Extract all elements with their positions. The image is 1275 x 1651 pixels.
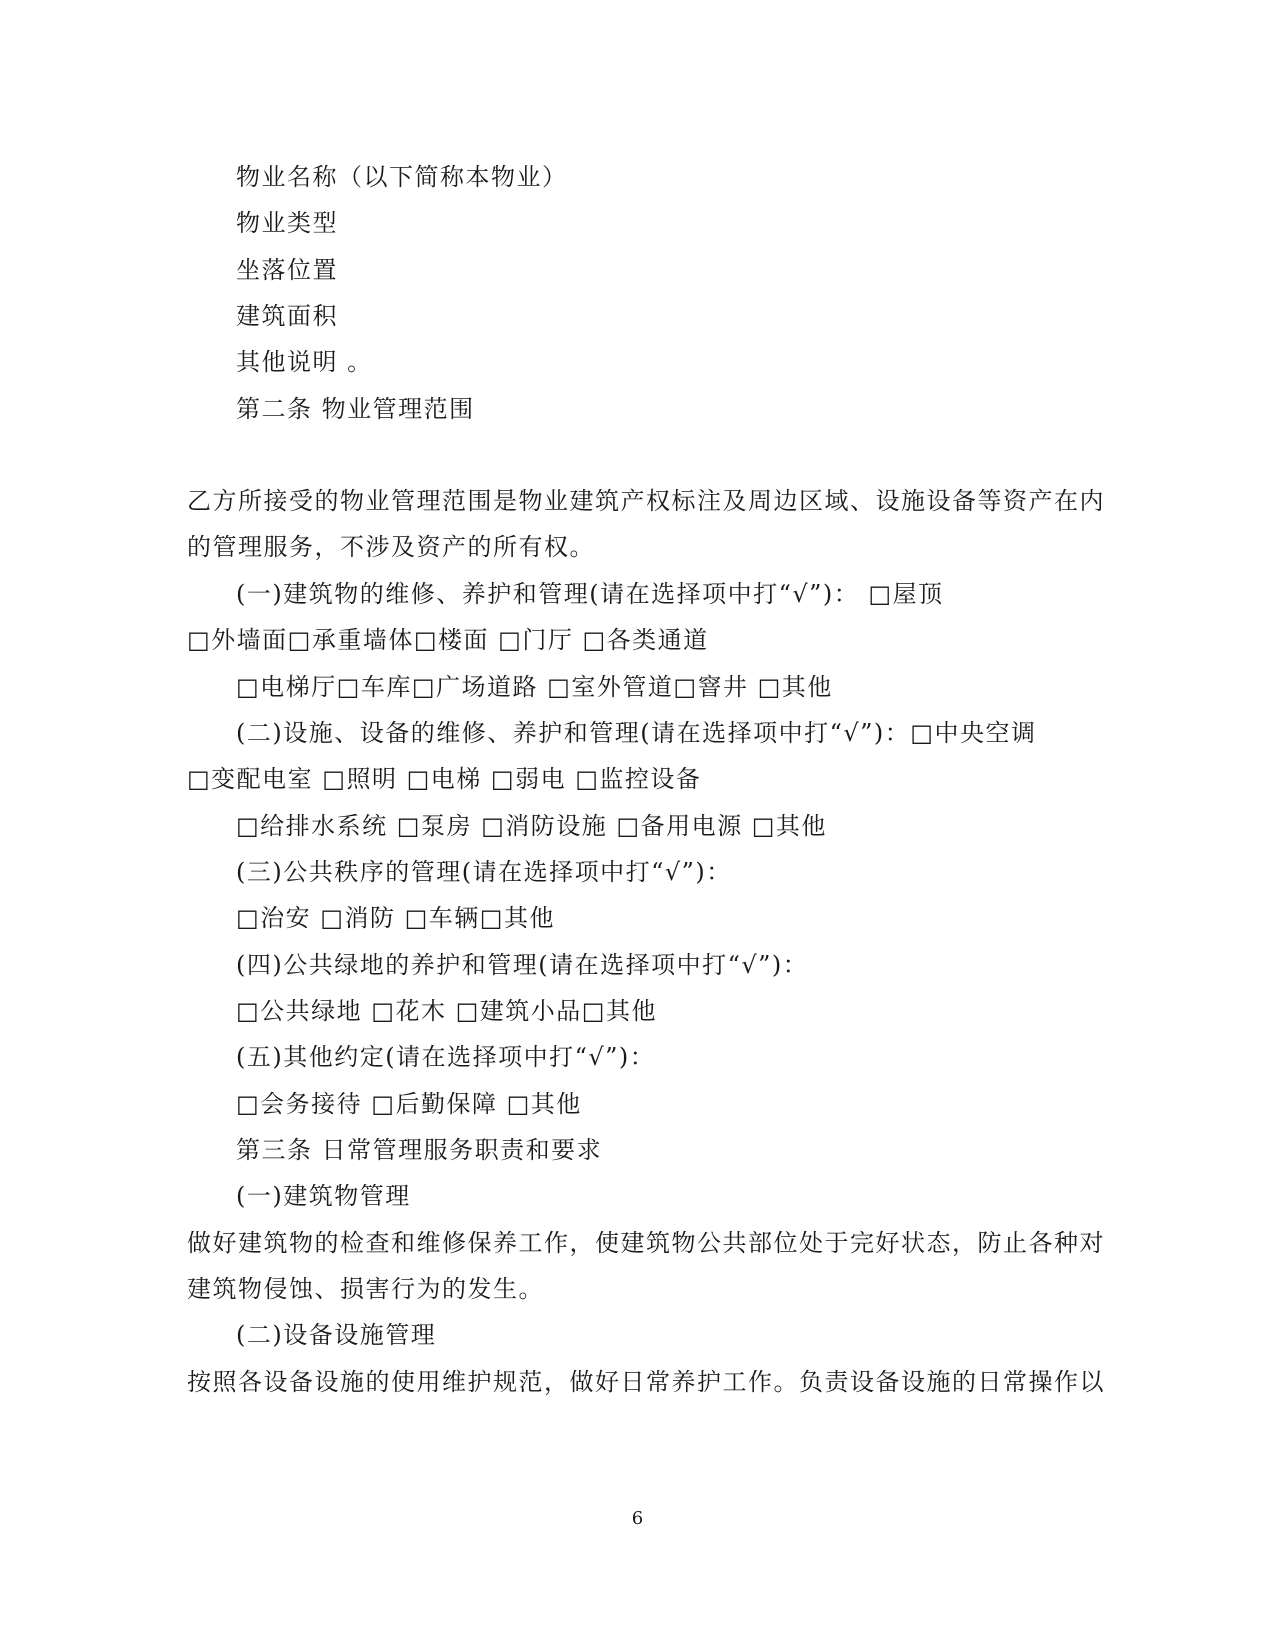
scope-paragraph-line-2: 的管理服务，不涉及资产的所有权。 [187, 533, 595, 561]
other-notes-line: 其他说明 。 [236, 348, 373, 376]
article-2-heading: 第二条 物业管理范围 [236, 395, 475, 423]
checkbox-list-facilities-2: □给排水系统 □泵房 □消防设施 □备用电源 □其他 [236, 812, 827, 840]
checkbox-list-buildings-1: □外墙面□承重墙体□楼面 □门厅 □各类通道 [187, 626, 709, 654]
section-2-facilities: (二)设施、设备的维修、养护和管理(请在选择项中打“√”)：□中央空调 [236, 719, 1037, 747]
equipment-paragraph-line-1: 按照各设备设施的使用维护规范，做好日常养护工作。负责设备设施的日常操作以 [187, 1368, 1105, 1396]
property-type-line: 物业类型 [236, 209, 338, 237]
page-number: 6 [631, 1508, 644, 1529]
checkbox-list-facilities-1: □变配电室 □照明 □电梯 □弱电 □监控设备 [187, 765, 702, 793]
property-name-line: 物业名称（以下简称本物业） [236, 163, 568, 191]
building-paragraph-line-2: 建筑物侵蚀、损害行为的发生。 [187, 1275, 544, 1303]
article-3-heading: 第三条 日常管理服务职责和要求 [236, 1136, 603, 1164]
section-3-public-order: (三)公共秩序的管理(请在选择项中打“√”)： [236, 858, 732, 886]
section-1-buildings: (一)建筑物的维修、养护和管理(请在选择项中打“√”)： □屋顶 [236, 580, 944, 608]
floor-area-line: 建筑面积 [236, 302, 338, 330]
subsection-1-building-management: (一)建筑物管理 [236, 1182, 411, 1210]
subsection-2-equipment-management: (二)设备设施管理 [236, 1321, 437, 1349]
section-4-green-space: (四)公共绿地的养护和管理(请在选择项中打“√”)： [236, 951, 809, 979]
building-paragraph-line-1: 做好建筑物的检查和维修保养工作，使建筑物公共部位处于完好状态，防止各种对 [187, 1229, 1105, 1257]
checkbox-list-green-space: □公共绿地 □花木 □建筑小品□其他 [236, 997, 657, 1025]
location-line: 坐落位置 [236, 256, 338, 284]
scope-paragraph-line-1: 乙方所接受的物业管理范围是物业建筑产权标注及周边区域、设施设备等资产在内 [187, 487, 1105, 515]
section-5-other: (五)其他约定(请在选择项中打“√”)： [236, 1043, 656, 1071]
checkbox-list-buildings-2: □电梯厅□车库□广场道路 □室外管道□窨井 □其他 [236, 673, 833, 701]
checkbox-list-public-order: □治安 □消防 □车辆□其他 [236, 904, 555, 932]
checkbox-list-other: □会务接待 □后勤保障 □其他 [236, 1090, 582, 1118]
